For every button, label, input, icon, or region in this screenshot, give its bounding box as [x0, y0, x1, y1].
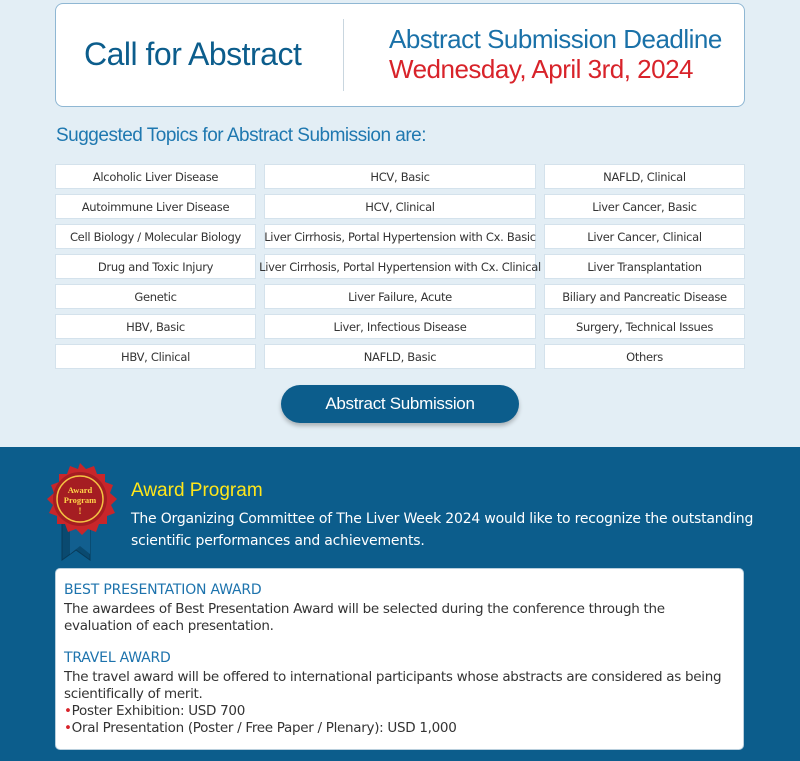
travel-award-title: TRAVEL AWARD: [64, 650, 171, 666]
topics-heading: Suggested Topics for Abstract Submission are:: [56, 125, 427, 146]
topic-cell: Drug and Toxic Injury: [55, 254, 256, 279]
abstract-submission-button[interactable]: Abstract Submission: [281, 385, 519, 423]
best-presentation-award-title: BEST PRESENTATION AWARD: [64, 582, 262, 598]
travel-award-item: [64, 720, 735, 737]
topic-cell: HCV, Clinical: [264, 194, 536, 219]
award-section: [0, 447, 800, 761]
topic-cell: Liver, Infectious Disease: [264, 314, 536, 339]
award-program-title: Award Program: [131, 480, 263, 501]
award-medal-icon: [40, 462, 120, 562]
topic-cell: Surgery, Technical Issues: [544, 314, 745, 339]
travel-award-item-text: Oral Presentation (Poster / Free Paper / Plenary): USD 1,000: [71, 720, 457, 736]
topic-cell: HBV, Basic: [55, 314, 256, 339]
topic-cell: HCV, Basic: [264, 164, 536, 189]
topic-cell: NAFLD, Basic: [264, 344, 536, 369]
bullet-icon: •: [64, 703, 72, 719]
topic-cell: Liver Cancer, Clinical: [544, 224, 745, 249]
call-for-abstract-banner: [55, 3, 745, 107]
topic-cell: Autoimmune Liver Disease: [55, 194, 256, 219]
award-program-description: The Organizing Committee of The Liver Week 2024 would like to recognize the outstanding scientific performances and achievements.: [131, 511, 754, 549]
topic-cell: NAFLD, Clinical: [544, 164, 745, 189]
deadline-date: Wednesday, April 3rd, 2024: [389, 54, 694, 84]
travel-award-item-text: Poster Exhibition: USD 700: [71, 703, 246, 719]
topic-cell: Liver Cancer, Basic: [544, 194, 745, 219]
topic-cell: Liver Cirrhosis, Portal Hypertension with Cx. Basic: [264, 224, 536, 249]
topic-cell: Cell Biology / Molecular Biology: [55, 224, 256, 249]
deadline-label: Abstract Submission Deadline: [389, 24, 722, 54]
topic-cell: Genetic: [55, 284, 256, 309]
topic-cell: Alcoholic Liver Disease: [55, 164, 256, 189]
topic-cell: Liver Transplantation: [544, 254, 745, 279]
travel-award-text: The travel award will be offered to international participants whose abstracts are considered as being scientifically of merit.: [64, 669, 722, 702]
topic-cell: HBV, Clinical: [55, 344, 256, 369]
travel-award-item: [64, 703, 735, 720]
topic-cell: Biliary and Pancreatic Disease: [544, 284, 745, 309]
best-presentation-award-text: The awardees of Best Presentation Award will be selected during the conference through the evaluation of each presentation.: [64, 601, 665, 634]
topic-cell: Liver Failure, Acute: [264, 284, 536, 309]
medal-text-line: !: [78, 506, 82, 516]
medal-text-line: Award: [67, 485, 93, 495]
banner-divider: [343, 19, 344, 91]
call-for-abstract-title: Call for Abstract: [84, 36, 302, 72]
topic-cell: Others: [544, 344, 745, 369]
topic-cell: Liver Cirrhosis, Portal Hypertension with Cx. Clinical: [264, 254, 536, 279]
bullet-icon: •: [64, 720, 72, 736]
medal-text-line: Program: [63, 495, 97, 505]
award-details-box: [55, 568, 744, 750]
